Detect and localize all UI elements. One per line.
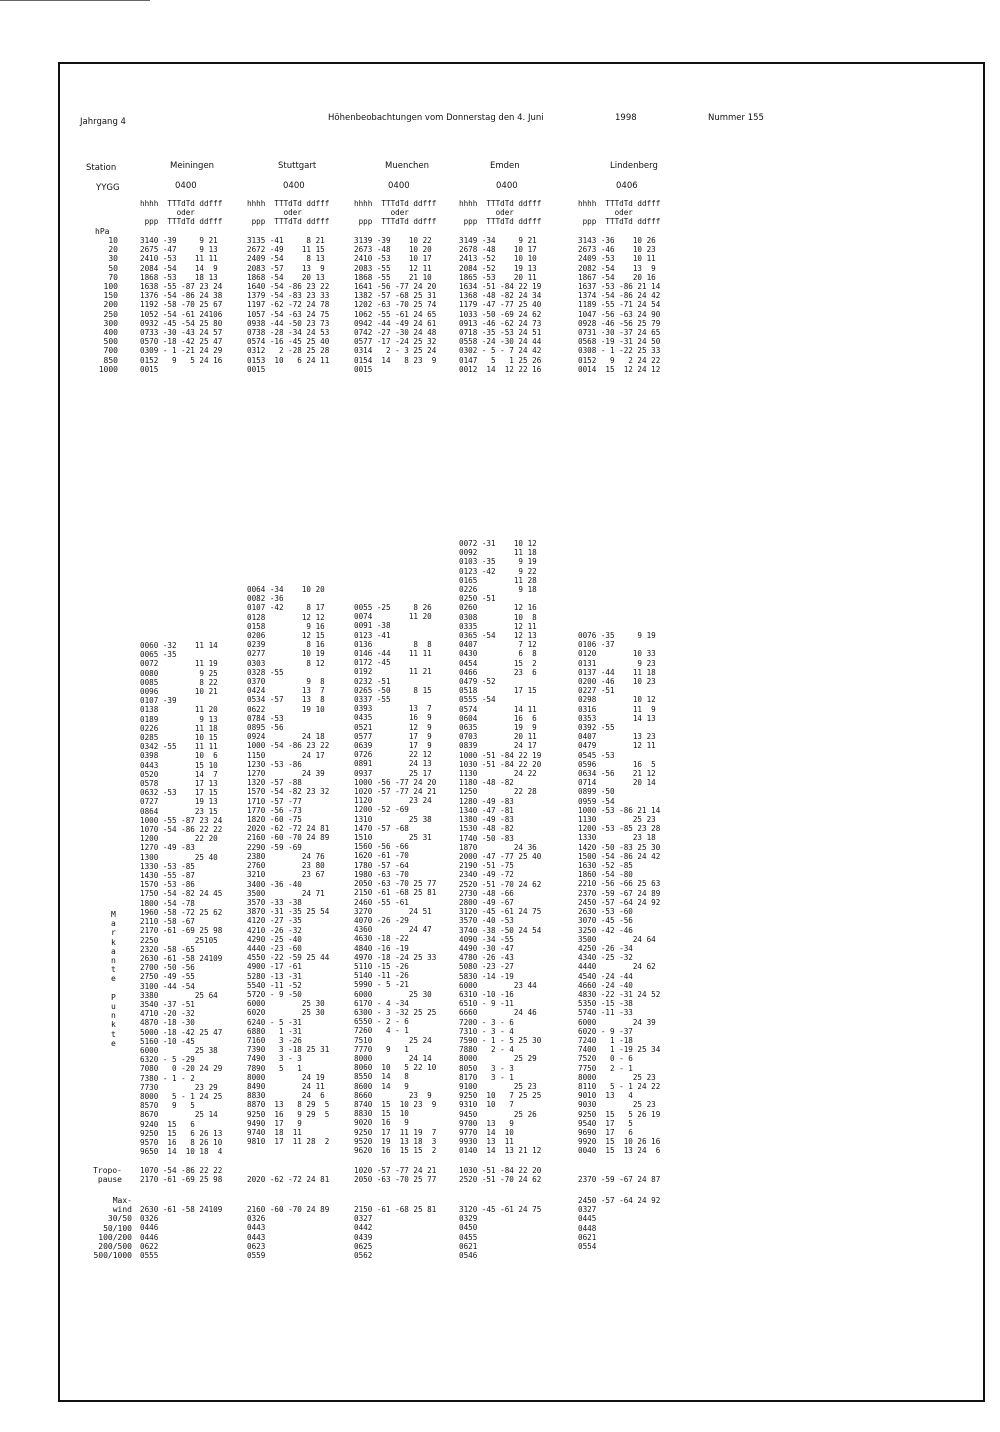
maxwind-label: Max- wind 30/50 50/100 100/200 200/500 500/1000 (93, 1196, 132, 1261)
station-name-meiningen: Meiningen (170, 161, 215, 171)
station-name-lindenberg: Lindenberg (610, 161, 658, 171)
document-title: Höhenbeobachtungen vom Donnerstag den 4. Juni (328, 113, 544, 123)
pressure-levels: 10 20 30 50 70 100 150 200 250 300 400 500 700 850 1000 (98, 236, 118, 374)
maxwind-muenchen: 2150 -61 -68 25 81 0327 0442 0439 0625 0562 (354, 1205, 437, 1261)
significant-points-muenchen: 0055 -25 8 26 0074 11 20 0091 -38 0123 -41 0136 8 8 0146 -44 11 11 0172 -45 0192 11 21 0232 -51 0265 -50 8 15 0337 -55 0393 13 7 0435 16 9 0521 12 9 0577 17 9 0639 17 9 0726 22 12 0891 24 13 0937 25 17 1000 -56 -77 24 20 1020 -57 -77 24 21 1120 23 24 1200 -52 -69 1310 25 38 1470 -57 -68 1510 25 31 1560 -56 -66 1620 -61 -70 1780 -57 -64 1980 -63 -70 2050 -63 -70 25 77 2150 -61 -68 25 81 2460 -55 -61 3270 24 51 4070 -26 -29 4360 24 47 4630 -18 -22 4840 -16 -19 4970 -18 -24 25 33 5110 -15 -26 5140 -11 -26 5990 - 5 -21 6000 25 30 6170 - 4 -34 6300 - 3 -32 25 25 6550 - 2 - 6 7260 4 - 1 7510 25 24 7770 9 1 8000 24 14 8060 10 5 22 10 8550 14 8 8600 14 9 8660 23 9 8740 15 10 23 9 8830 15 10 9020 16 9 9250 17 11 19 7 9520 19 13 18 3 9620 16 15 15 2 (354, 603, 437, 1155)
tropopause-emden: 1030 -51 -84 22 20 2520 -51 -70 24 62 (459, 1166, 542, 1185)
tropopause-label: Tropo- pause (93, 1166, 122, 1185)
station-time-emden: 0400 (496, 181, 518, 191)
tropopause-lindenberg: 2370 -59 -67 24 87 (578, 1175, 661, 1185)
significant-points-lindenberg: 0076 -35 9 19 0106 -37 0120 10 33 0131 9 23 0137 -44 11 18 0200 -46 10 23 0227 -51 0298 10 12 0316 11 9 0353 14 13 0392 -55 0407 13 23 0479 12 11 0545 -53 0596 16 5 0634 -56 21 12 0714 20 14 0899 -50 0959 -54 1000 -53 -86 21 14 1130 25 23 1200 -53 -85 23 28 1330 23 18 1420 -50 -83 25 30 1500 -54 -86 24 42 1630 -52 -85 1860 -54 -80 2210 -56 -66 25 63 2370 -59 -67 24 89 2450 -57 -64 24 92 2630 -53 -60 3070 -45 -56 3250 -42 -46 3500 24 64 4250 -26 -34 4340 -25 -32 4440 24 62 4540 -24 -44 4660 -24 -40 4830 -22 -31 24 52 5350 -15 -38 5740 -11 -33 6000 24 39 6020 - 9 -37 7240 1 -18 7400 1 -19 25 34 7520 0 - 6 7750 2 - 1 8000 25 23 8110 5 - 1 24 22 9010 13 4 9030 25 23 9250 15 5 26 19 9540 17 5 9690 17 6 9920 15 10 26 16 0040 15 13 24 6 (578, 631, 661, 1156)
standard-levels-meiningen: 3140 -39 9 21 2675 -47 9 13 2410 -53 11 11 2084 -54 14 9 1868 -53 18 13 1638 -55 -87 23 24 1376 -54 -86 24 38 1192 -58 -70 25 67 1052 -54 -61 24106 0932 -45 -54 25 80 0733 -30 -43 24 57 0570 -18 -42 25 47 0309 - 1 -21 24 29 0152 9 5 24 16 0015 (140, 236, 223, 374)
scan-artifact-line (0, 0, 150, 1)
station-time-lindenberg: 0406 (616, 181, 638, 191)
column-header-meiningen: hhhh TTTdTd ddfff oder ppp TTTdTd ddfff (140, 199, 223, 227)
column-header-lindenberg: hhhh TTTdTd ddfff oder ppp TTTdTd ddfff (578, 199, 661, 227)
station-label: Station (86, 163, 117, 173)
column-header-muenchen: hhhh TTTdTd ddfff oder ppp TTTdTd ddfff (354, 199, 437, 227)
station-name-stuttgart: Stuttgart (278, 161, 317, 171)
maxwind-emden: 3120 -45 -61 24 75 0329 0450 0455 0621 0546 (459, 1205, 542, 1261)
hpa-label: hPa (95, 227, 110, 236)
maxwind-lindenberg: 2450 -57 -64 24 92 0327 0445 0448 0621 0554 (578, 1196, 661, 1252)
standard-levels-stuttgart: 3135 -41 8 21 2672 -49 11 15 2409 -54 8 13 2083 -57 13 9 1868 -54 20 13 1640 -54 -86 23 22 1379 -54 -83 23 33 1197 -62 -72 24 78 1057 -54 -63 24 75 0938 -44 -50 23 73 0738 -28 -34 24 53 0574 -16 -45 25 40 0312 2 -28 25 28 0153 10 6 24 11 0015 (247, 236, 330, 374)
yygg-label: YYGG (96, 183, 120, 193)
station-time-muenchen: 0400 (388, 181, 410, 191)
station-time-meiningen: 0400 (175, 181, 197, 191)
standard-levels-lindenberg: 3143 -36 10 26 2673 -46 10 23 2409 -53 10 11 2082 -54 13 9 1867 -54 20 16 1637 -53 -86 21 14 1374 -54 -86 24 42 1189 -55 -71 24 54 1047 -56 -63 24 90 0928 -46 -56 25 79 0731 -30 -37 24 65 0568 -19 -31 24 50 0308 - 1 -22 25 33 0152 9 2 24 22 0014 15 12 24 12 (578, 236, 661, 374)
significant-points-emden: 0072 -31 10 12 0092 11 18 0103 -35 9 19 0123 -42 9 22 0165 11 28 0226 9 18 0250 -51 0260 12 16 0308 10 8 0335 12 11 0365 -54 12 13 0407 7 12 0430 6 8 0454 15 2 0466 23 6 0479 -52 0518 17 15 0555 -54 0574 14 11 0604 16 6 0635 19 9 0703 20 11 0839 24 17 1000 -51 -84 22 19 1030 -51 -84 22 20 1130 24 22 1180 -48 -82 1250 22 28 1280 -49 -83 1340 -47 -81 1380 -49 -83 1530 -48 -82 1740 -50 -83 1870 24 36 2000 -47 -77 25 40 2190 -51 -75 2340 -49 -72 2520 -51 -70 24 62 2730 -48 -66 2800 -49 -67 3120 -45 -61 24 75 3570 -40 -53 3740 -38 -50 24 54 4090 -34 -55 4490 -30 -47 4780 -26 -43 5080 -23 -27 5830 -14 -19 6000 23 44 6310 -10 -16 6510 - 9 -11 6660 24 46 7200 - 3 - 6 7310 - 3 - 4 7590 - 1 - 5 25 30 7880 2 - 4 8000 25 29 8050 3 - 3 8170 3 - 1 9100 25 23 9250 10 7 25 25 9310 10 7 9450 25 26 9700 13 9 9770 14 10 9930 13 11 0140 14 13 21 12 (459, 539, 542, 1156)
tropopause-muenchen: 1020 -57 -77 24 21 2050 -63 -70 25 77 (354, 1166, 437, 1185)
maxwind-stuttgart: 2160 -60 -70 24 89 0326 0443 0443 0623 0559 (247, 1205, 330, 1261)
column-header-emden: hhhh TTTdTd ddfff oder ppp TTTdTd ddfff (459, 199, 542, 227)
tropopause-stuttgart: 2020 -62 -72 24 81 (247, 1175, 330, 1185)
standard-levels-muenchen: 3139 -39 10 22 2673 -48 10 20 2410 -53 10 17 2083 -55 12 11 1868 -55 21 10 1641 -56 -77 24 20 1382 -57 -68 25 31 1202 -63 -70 25 74 1062 -55 -61 24 65 0942 -44 -49 24 61 0742 -27 -30 24 48 0577 -17 -24 25 32 0314 2 - 3 25 24 0154 14 8 23 9 0015 (354, 236, 437, 374)
markante-punkte-label: M a r k a n t e P u n k t e (111, 910, 116, 1048)
station-time-stuttgart: 0400 (283, 181, 305, 191)
tropopause-meiningen: 1070 -54 -86 22 22 2170 -61 -69 25 98 (140, 1166, 223, 1185)
column-header-stuttgart: hhhh TTTdTd ddfff oder ppp TTTdTd ddfff (247, 199, 330, 227)
jahrgang-label: Jahrgang 4 (80, 117, 126, 127)
significant-points-stuttgart: 0064 -34 10 20 0082 -36 0107 -42 8 17 0128 12 12 0158 9 16 0206 12 15 0239 8 16 0277 10 19 0303 8 12 0328 -55 0370 9 8 0424 13 7 0534 -57 13 8 0622 19 10 0784 -53 0895 -56 0924 24 18 1000 -54 -86 23 22 1150 24 17 1230 -53 -86 1270 24 39 1320 -57 -88 1570 -54 -82 23 32 1710 -57 -77 1770 -56 -73 1820 -60 -75 2020 -62 -72 24 81 2160 -60 -70 24 89 2290 -59 -69 2380 24 76 2760 23 80 3210 23 67 3400 -36 -40 3500 24 71 3570 -33 -38 3870 -31 -35 25 54 4120 -27 -35 4210 -26 -32 4290 -25 -40 4440 -23 -60 4550 -22 -59 25 44 4900 -17 -61 5280 -13 -31 5540 -11 -52 5720 - 9 -50 6000 25 30 6020 25 30 6240 - 5 -31 6880 1 -31 7160 3 -26 7390 3 -18 25 31 7490 3 - 3 7890 5 1 8000 24 19 8490 24 11 8830 24 6 8870 13 8 29 5 9250 16 9 29 5 9490 17 9 9740 18 11 9810 17 11 28 2 (247, 585, 330, 1147)
nummer-label: Nummer 155 (708, 113, 764, 123)
station-name-emden: Emden (490, 161, 520, 171)
year-label: 1998 (615, 113, 637, 123)
significant-points-meiningen: 0060 -32 11 14 0065 -35 0072 11 19 0080 9 25 0085 8 22 0096 10 21 0107 -39 0138 11 20 0189 9 13 0226 11 18 0285 10 15 0342 -55 11 11 0398 10 6 0443 15 10 0520 14 7 0578 17 13 0632 -53 17 15 0727 19 13 0864 23 15 1000 -55 -87 23 24 1070 -54 -86 22 22 1200 22 20 1270 -49 -83 1300 25 40 1330 -53 -85 1430 -55 -87 1570 -53 -86 1750 -54 -82 24 45 1800 -54 -78 1960 -58 -72 25 62 2110 -58 -67 2170 -61 -69 25 98 2250 25105 2320 -58 -65 2630 -61 -58 24109 2700 -50 -56 2750 -49 -55 3100 -44 -54 3380 25 64 3540 -37 -51 4710 -20 -32 4870 -18 -30 5000 -18 -42 25 47 5160 -10 -45 6000 25 38 6320 - 5 -29 7080 0 -20 24 29 7380 - 1 - 2 7730 23 29 8000 5 - 1 24 25 8570 9 5 8670 25 14 9240 15 6 9250 15 6 26 13 9570 16 8 26 10 9650 14 10 18 4 (140, 641, 223, 1157)
station-name-muenchen: Muenchen (385, 161, 430, 171)
maxwind-meiningen: 2630 -61 -58 24109 0326 0446 0446 0622 0555 (140, 1205, 223, 1261)
standard-levels-emden: 3149 -34 9 21 2678 -48 10 17 2413 -52 10 10 2084 -52 19 13 1865 -53 20 11 1634 -51 -84 22 19 1368 -48 -82 24 34 1179 -47 -77 25 40 1033 -50 -69 24 62 0913 -46 -62 24 73 0718 -35 -53 24 51 0558 -24 -30 24 44 0302 - 5 - 7 24 42 0147 5 1 25 26 0012 14 12 22 16 (459, 236, 542, 374)
